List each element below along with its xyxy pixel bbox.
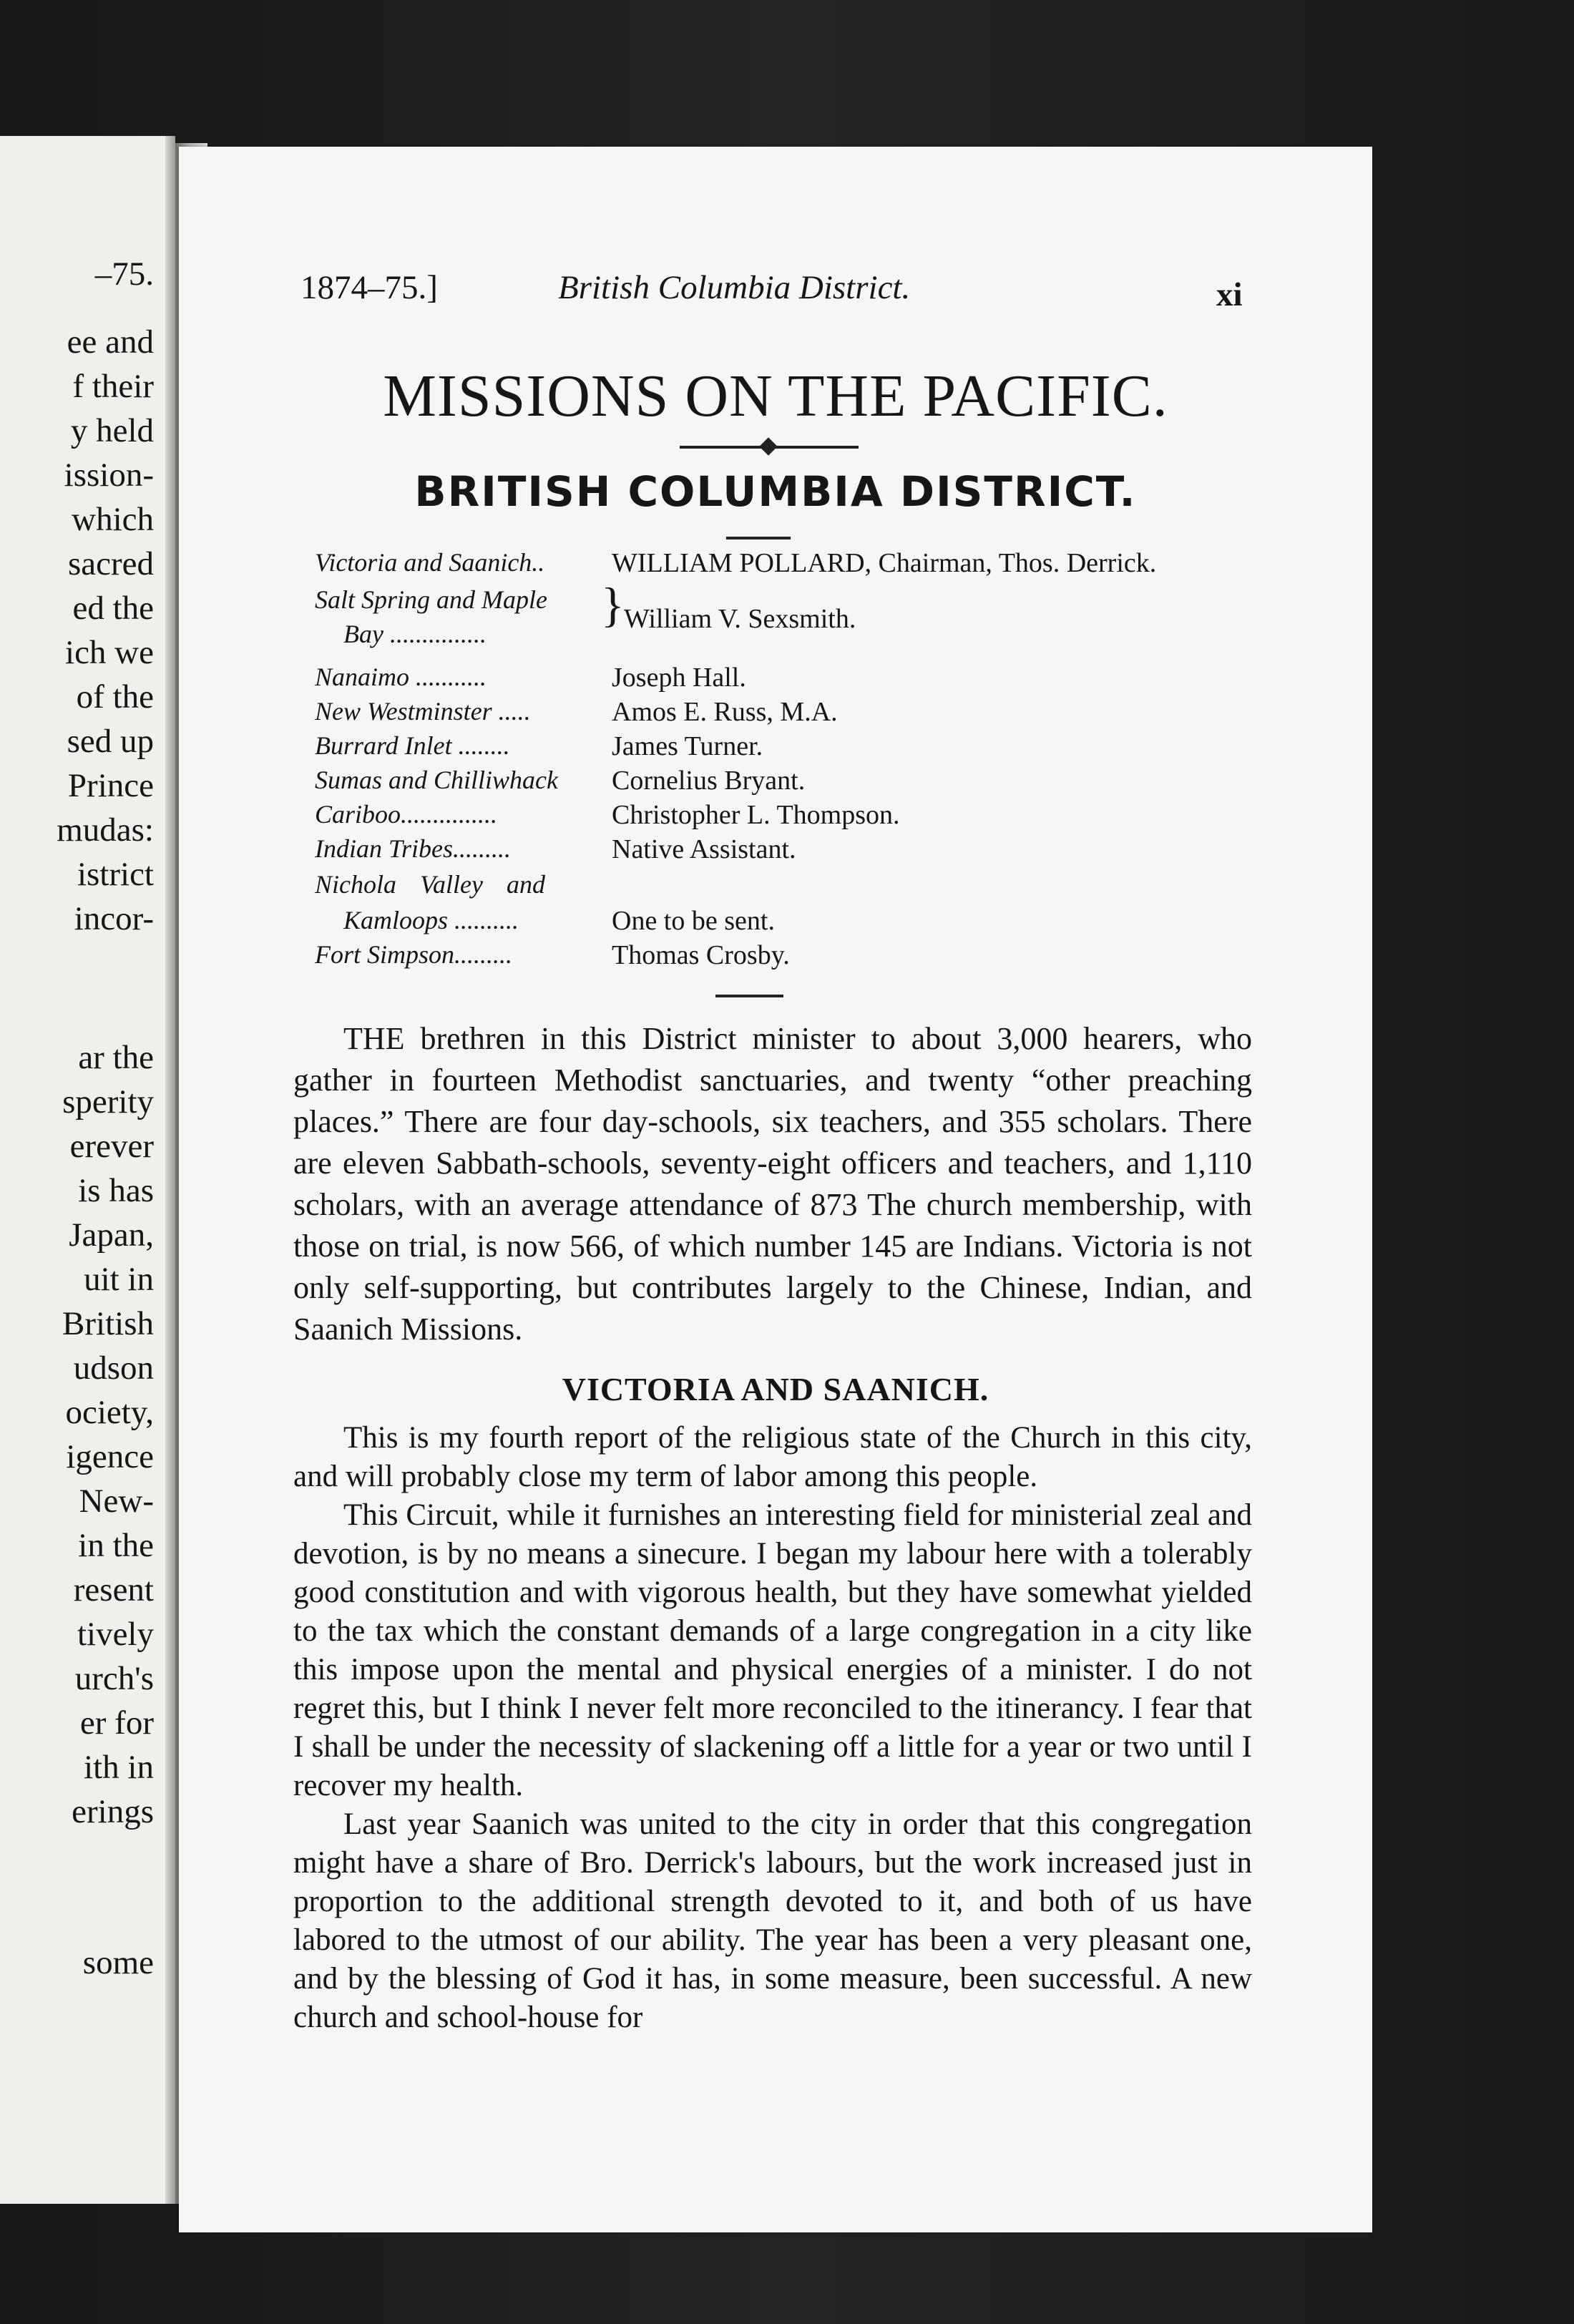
left-page-line: in the <box>78 1527 154 1564</box>
station-minister: One to be sent. <box>612 906 775 936</box>
station-minister: Thomas Crosby. <box>612 940 790 970</box>
left-page-line: –75. <box>94 255 154 293</box>
station-minister: WILLIAM POLLARD, Chairman, Thos. Derrick. <box>612 548 1157 578</box>
station-place: Cariboo............... <box>315 800 498 829</box>
left-page-line: istrict <box>77 856 154 893</box>
left-page-edge <box>165 136 175 2204</box>
left-page-line: urch's <box>74 1660 154 1697</box>
left-page-line: y held <box>70 412 154 449</box>
left-page-line: resent <box>73 1571 154 1608</box>
page-number: xi <box>1216 276 1243 313</box>
left-page-line: uit in <box>84 1261 154 1298</box>
station-place: Salt Spring and Maple <box>315 585 547 614</box>
left-page-line: tively <box>77 1616 154 1653</box>
left-page-line: sacred <box>67 545 154 582</box>
left-page-line: which <box>72 501 154 538</box>
station-minister: Amos E. Russ, M.A. <box>612 697 838 727</box>
station-minister: Native Assistant. <box>612 834 796 864</box>
left-page-line: udson <box>73 1349 154 1387</box>
left-page-line: erings <box>72 1793 154 1830</box>
station-place: Burrard Inlet ........ <box>315 731 510 760</box>
page-title: MISSIONS ON THE PACIFIC. <box>383 363 1168 429</box>
left-page-line: of the <box>76 678 154 716</box>
intro-paragraph: THE brethren in this District minister to about 3,000 hearers, who gather in fourteen Methodist sanctuaries, and twenty “other preaching places.” There are four day-schools, six teachers, and 355 scholars. There are eleven Sabbath-schools, seventy-eight officers and teachers, and 1,110 scholars, with an average attendance of 873 The church membership, with those on trial, is now 566, of which number 145 are Indians. Victoria is not only self-supporting, but contributes largely to the Chinese, Indian, and Saanich Missions. <box>293 1021 1252 1347</box>
left-page-line: Prince <box>67 767 154 804</box>
station-minister: James Turner. <box>612 731 763 761</box>
station-row <box>315 547 1316 587</box>
left-page-line: ich we <box>65 634 154 671</box>
left-page-line: ith in <box>84 1749 154 1786</box>
stations-list <box>315 547 1316 991</box>
left-page-line: igence <box>66 1438 154 1475</box>
station-place: Nanaimo ........... <box>315 663 487 691</box>
station-row <box>315 619 1316 659</box>
left-page-line: British <box>62 1305 154 1342</box>
left-page-line: ission- <box>64 456 154 494</box>
report-paragraph: This is my fourth report of the religious state of the Church in this city, and will probably close my term of labor among this people. <box>293 1421 1252 1493</box>
left-page-line: er for <box>79 1704 154 1742</box>
station-minister: Joseph Hall. <box>612 663 746 693</box>
station-place: Kamloops .......... <box>343 906 519 934</box>
divider-rule <box>715 995 783 997</box>
brace-glyph: } <box>601 577 625 632</box>
station-place: Bay ............... <box>343 620 487 648</box>
station-minister: William V. Sexsmith. <box>624 604 856 634</box>
left-page-line: sperity <box>62 1083 154 1120</box>
station-minister: Cornelius Bryant. <box>612 766 806 796</box>
station-place: Sumas and Chilliwhack <box>315 766 558 794</box>
left-page-line: incor- <box>74 900 154 937</box>
station-place: Nichola Valley and <box>315 870 545 899</box>
left-page-line: ee and <box>67 323 154 361</box>
left-facing-page <box>0 136 175 2204</box>
running-head-title: British Columbia District. <box>558 269 911 306</box>
station-minister: Christopher L. Thompson. <box>612 800 900 830</box>
station-row <box>315 834 1316 874</box>
main-page <box>179 147 1372 2232</box>
report-text <box>293 1419 1252 2037</box>
left-page-line: ociety, <box>65 1394 154 1431</box>
station-place: Indian Tribes......... <box>315 834 512 863</box>
running-head-year: 1874–75.] <box>300 269 438 306</box>
station-row <box>315 939 1316 980</box>
left-page-line: New- <box>79 1483 154 1520</box>
left-page-line: f their <box>72 368 154 405</box>
left-page-line: Japan, <box>69 1216 154 1254</box>
station-place: New Westminster ..... <box>315 697 531 726</box>
left-page-line: sed up <box>67 723 154 760</box>
report-paragraph: Last year Saanich was united to the city in order that this congregation might have a share of Bro. Derrick's labours, but the work increased just in proportion to the additional strength devoted to it, and both of us have labored to the utmost of our ability. The year has been a very pleasant one, and by the blessing of God it has, in some measure, been successful. A new church and school-house for <box>293 1807 1252 2034</box>
station-place: Fort Simpson......... <box>315 940 513 969</box>
left-page-line: erever <box>69 1128 154 1165</box>
left-page-line: ar the <box>78 1039 154 1076</box>
left-page-line: mudas: <box>57 811 154 849</box>
divider-rule <box>726 537 791 540</box>
report-paragraph: This Circuit, while it furnishes an interesting field for ministerial zeal and devotion, is by no means a sinecure. I began my labour here with a tolerably good constitution and with vigorous health, but they have somewhat yielded to the tax which the constant demands of a large congregation in a city like this impose upon the mental and physical energies of a minister. I do not regret this, but I think I never felt more reconciled to the itinerancy. I fear that I shall be under the necessity of slackening off a little for a year or two until I recover my health. <box>293 1498 1252 1802</box>
title-ornament-dot <box>759 437 777 455</box>
station-row <box>315 869 1316 909</box>
left-page-line: is has <box>78 1172 154 1209</box>
district-title: BRITISH COLUMBIA DISTRICT. <box>414 467 1137 516</box>
left-page-line: some <box>82 1944 154 1981</box>
left-page-line: ed the <box>72 590 154 627</box>
station-place: Victoria and Saanich.. <box>315 548 545 577</box>
section-heading: VICTORIA AND SAANICH. <box>562 1371 989 1407</box>
